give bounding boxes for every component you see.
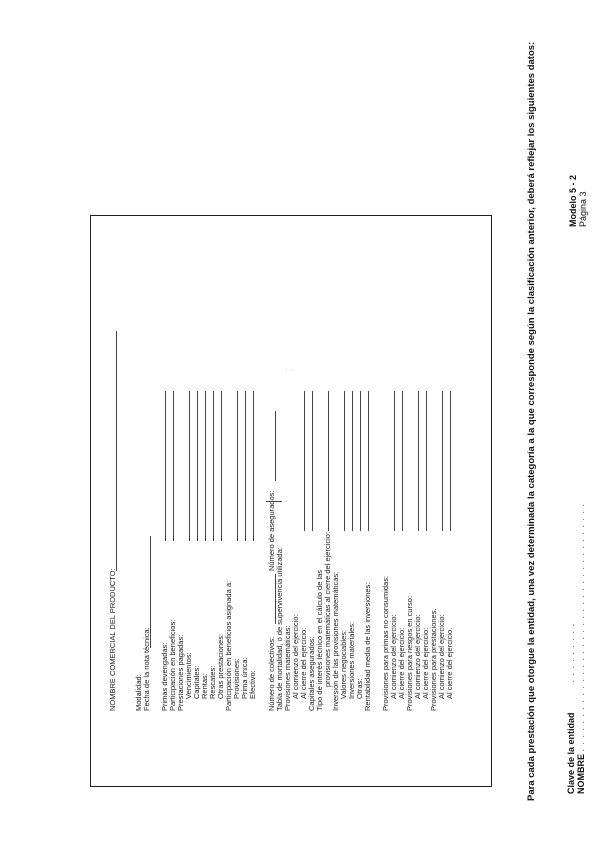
block2-line-5: Capitales asegurados: [307, 636, 316, 711]
model-header [568, 175, 588, 227]
block3-line-2: Al comienzo del ejercicio: [389, 614, 398, 699]
answer-line [253, 391, 254, 541]
num-asegurados-line [275, 411, 276, 481]
clave-dots: . . . . . . . . . [566, 622, 576, 683]
answer-line [402, 391, 403, 531]
block2-line-2: Provisiones matemáticas: [283, 625, 292, 711]
nombre-dots: . . . . . . . . . . . . . . . . . . . . . . . . . . . . . . . . . . . . [576, 502, 586, 752]
block2-line-4: Al cierre del ejercicio: [299, 627, 308, 699]
block3-line-1: Provisiones para primas no consumidas: [381, 575, 390, 711]
entity-header [566, 503, 586, 794]
answer-line [213, 391, 214, 541]
block3-line-3: Al cierre del ejercicio: [397, 627, 406, 699]
block1-line-1: Primas devengadas: [160, 642, 169, 711]
block1-line-6: Rentas: [200, 673, 209, 699]
block1-line-12: Efectivo: [248, 670, 257, 699]
fecha-nota-label: Fecha de la nota técnica: [142, 627, 151, 711]
answer-line [189, 391, 190, 541]
num-asegurados-label: Número de asegurados: [267, 490, 276, 571]
answer-line [426, 391, 427, 531]
answer-line [221, 391, 222, 541]
block2-line-3: Al comienzo del ejercicio: [291, 614, 300, 699]
block2-line-7: provisiones matemáticas al cierre del ejercicio: [323, 531, 332, 687]
block3-line-4: Provisiones para riesgos en curso: [405, 595, 414, 711]
product-name-line [116, 331, 117, 571]
modalidad-label: Modalidad: [134, 674, 143, 711]
block2-line-6: Tipo de interés técnico en el cálculo de las [315, 569, 324, 711]
model-number: Modelo 5 - 2 [568, 174, 578, 227]
answer-line [312, 391, 313, 531]
answer-line [352, 391, 353, 531]
answer-line [237, 391, 238, 541]
block3-line-9: Al cierre del ejercicio. [445, 627, 454, 699]
answer-line [394, 391, 395, 531]
page-number: Página 3 [578, 191, 588, 227]
answer-line [205, 391, 206, 541]
answer-line [450, 391, 451, 531]
block3-line-5: Al comienzo del ejercicio: [413, 614, 422, 699]
intro-text: Para cada prestación que otorgue la entidad, una vez determinada la categoría a la que corresponde según la clasificación anterior, deberá reflejar los siguientes datos: [526, 41, 537, 801]
block2-line-8: Inversión de las provisiones matemáticas: [331, 571, 340, 711]
answer-line [197, 391, 198, 541]
block1-line-10: Provisiones: [232, 658, 241, 699]
scan-mark: · [284, 369, 290, 371]
block2-line-10: Inversiones materiales: [347, 621, 356, 699]
answer-line [368, 391, 369, 531]
block1-line-9: Participación en beneficios asignada a: [224, 580, 233, 711]
answer-line [304, 391, 305, 531]
block2-line-1: Tabla de mortalidad, o de supervivencia utilizada: [275, 547, 284, 711]
fecha-nota-line [150, 536, 151, 648]
block1-line-11: Prima única: [240, 657, 249, 699]
block2-line-12: Rentabilidad media de las inversiones: [363, 582, 372, 711]
block2-line-9: Valores negociables: [339, 629, 348, 699]
answer-line [245, 391, 246, 541]
block3-line-8: Al comienzo del ejercicio: [437, 614, 446, 699]
num-colectivos-label: Número de colectivos: [267, 636, 276, 711]
block3-line-6: Al cierre del ejercicio: [421, 627, 430, 699]
separator-mark [266, 501, 282, 502]
answer-line [173, 391, 174, 541]
answer-line [360, 391, 361, 531]
answer-line [344, 391, 345, 531]
product-name-label: NOMBRE COMERCIAL DEL PRODUCTO: [108, 568, 117, 711]
block1-line-8: Otras prestaciones: [216, 633, 225, 699]
block1-line-2: Participación en beneficios: [168, 619, 177, 711]
block1-line-3: Prestaciones pagadas: [176, 634, 185, 711]
answer-line [328, 391, 329, 531]
scan-mark: · [290, 369, 296, 371]
block2-line-11: Otras: [355, 678, 364, 699]
clave-label: Clave de la entidad [566, 712, 576, 794]
block1-line-5: Capitales: [192, 665, 201, 699]
answer-line [165, 391, 166, 541]
answer-line [442, 391, 443, 531]
block3-line-7: Provisiones para prestaciones. [429, 608, 438, 711]
answer-line [418, 391, 419, 531]
nombre-label: NOMBRE [576, 754, 586, 794]
block1-line-7: Rescates: [208, 665, 217, 699]
block1-line-4: Vencimientos: [184, 652, 193, 699]
form-box [90, 215, 492, 787]
